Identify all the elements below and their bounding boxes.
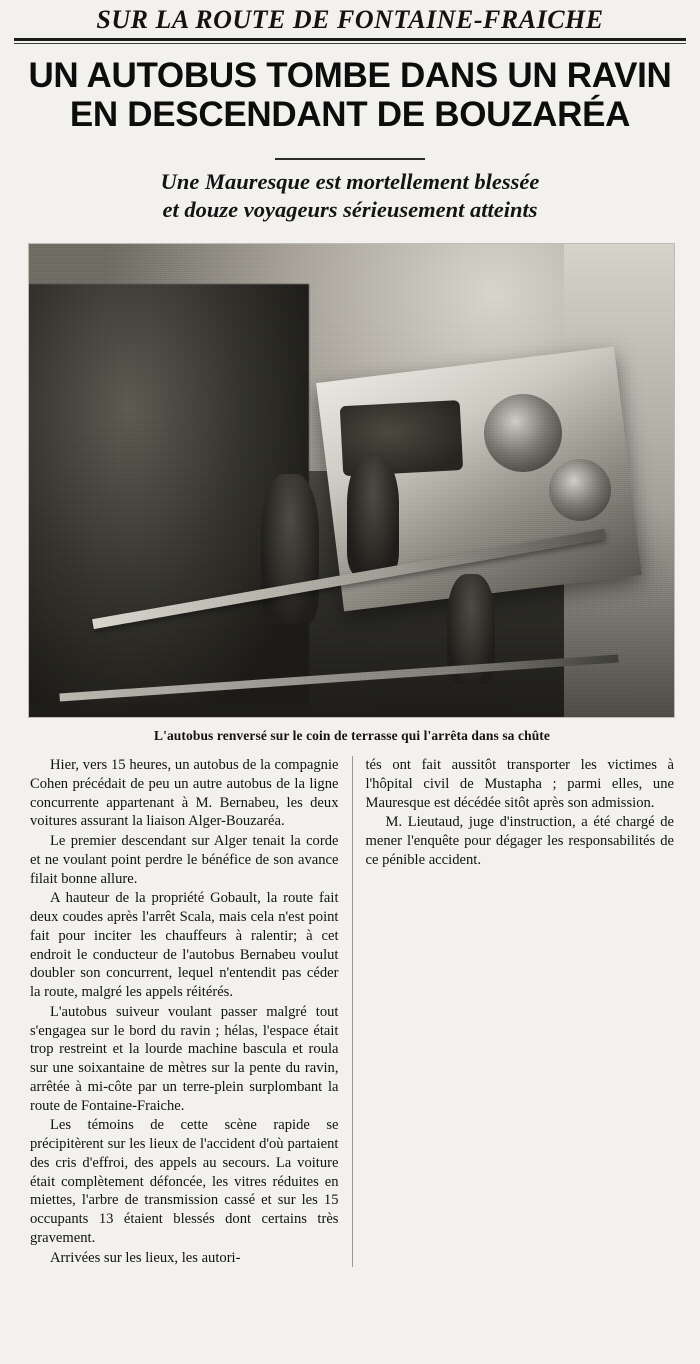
news-photo — [28, 243, 675, 718]
page-title — [14, 56, 686, 134]
paragraph: Le premier descendant sur Alger tenait la corde et ne voulant point perdre le bénéfice de son avance filait bonne allure. — [30, 833, 339, 887]
article-column-right — [353, 756, 675, 1267]
divider-thick — [14, 38, 686, 41]
divider-short — [275, 158, 425, 160]
paragraph: Les témoins de cette scène rapide se précipitèrent sur les lieux de l'accident d'où partaient des cris d'effroi, des appels au secours. La voiture était complètement défoncée, les vitres réduites en miettes, l'arbre de transmission cassé et sur les 15 occupants 13 étaient blessés dont certains très gravement. — [30, 1117, 339, 1246]
subheadline — [14, 168, 686, 224]
paragraph: A hauteur de la propriété Gobault, la route fait deux coudes après l'arrêt Scala, mais cela n'est point fait pour inciter les chauffeurs à ralentir; à cet endroit le conducteur de l'autobus Bernabeu voulut doubler son concurrent, lequel n'entendit pas céder la route, malgré les appels réitérés. — [30, 890, 339, 1001]
paragraph: Hier, vers 15 heures, un autobus de la compagnie Cohen précédait de peu un autre autobus de la ligne concurrente appartenant à M. Bernabeu, les deux voitures assurant la liaison Alger-Bouzaréa. — [30, 757, 339, 830]
subheadline-line-1: Une Mauresque est mortellement blessée — [160, 169, 540, 195]
paragraph: M. Lieutaud, juge d'instruction, a été chargé de mener l'enquête pour dégager les responsabilités de ce pénible accident. — [365, 814, 674, 868]
paragraph: Arrivées sur les lieux, les autori- — [50, 1249, 241, 1266]
headline-line-2: EN DESCENDANT DE BOUZARÉA — [69, 95, 631, 135]
headline-line-1: UN AUTOBUS TOMBE DANS UN RAVIN — [28, 56, 672, 96]
photo-caption: L'autobus renversé sur le coin de terrasse qui l'arrêta dans sa chûte — [153, 728, 550, 744]
kicker-section — [14, 0, 686, 44]
article-body — [30, 756, 674, 1267]
photo-section — [28, 243, 676, 744]
kicker-text: SUR LA ROUTE DE FONTAINE-FRAICHE — [96, 5, 604, 34]
photo-halftone-grain — [29, 244, 674, 717]
article-column-left — [30, 756, 353, 1267]
divider-thin — [14, 43, 686, 44]
paragraph: L'autobus suiveur voulant passer malgré tout s'engagea sur le bord du ravin ; hélas, l'espace était trop restreint et la lourde machine bascula et roula sur une soixantaine de mètres sur la pente du ravin, arrêtée à mi-côte par un terre-plein surplombant la route de Fontaine-Fraiche. — [30, 1003, 339, 1114]
subheadline-line-2: et douze voyageurs sérieusement atteints — [162, 197, 538, 223]
paragraph: tés ont fait aussitôt transporter les victimes à l'hôpital civil de Mustapha ; parmi elles, une Mauresque est décédée sitôt après son admission. — [365, 757, 674, 811]
